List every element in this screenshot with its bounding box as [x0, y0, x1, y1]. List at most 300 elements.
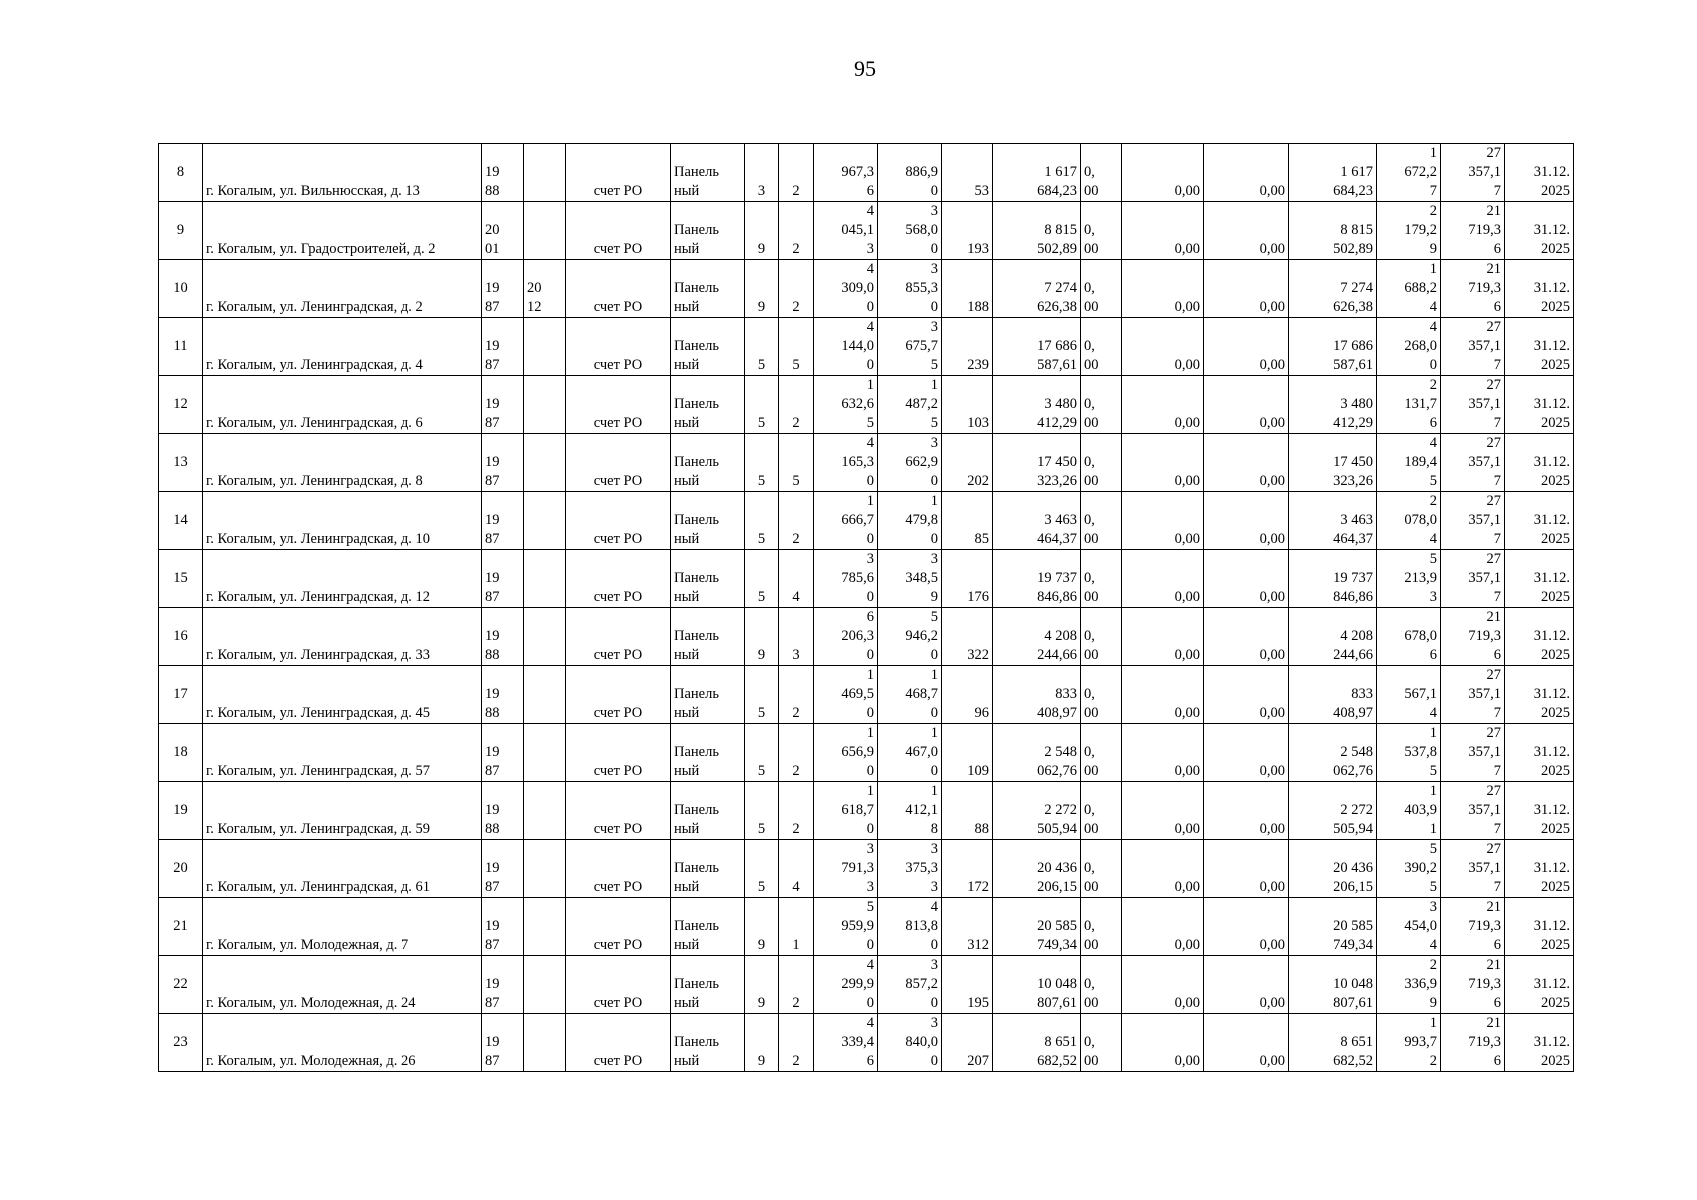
- cell-unit-cost: 4 268,0 0: [1377, 318, 1441, 376]
- cell-wall-material: Панель ный: [671, 840, 745, 898]
- cell-residential-area: 3 675,7 5: [878, 318, 942, 376]
- cell-floors: 9: [745, 202, 779, 260]
- cell-cost-owners: 2 548 062,76: [1289, 724, 1377, 782]
- cell-entrances: 5: [779, 318, 814, 376]
- cell-unit-cost: 1 993,7 2: [1377, 1014, 1441, 1072]
- cell-fund-method: счет РО: [566, 434, 671, 492]
- cell-year-reconstruction: [524, 376, 566, 434]
- cell-completion-date: 31.12. 2025: [1505, 260, 1574, 318]
- cell-floors: 5: [745, 666, 779, 724]
- cell-row-number: 10: [159, 260, 203, 318]
- cell-cost-local: 0,00: [1204, 1014, 1289, 1072]
- cell-row-number: 13: [159, 434, 203, 492]
- cell-unit-limit: 27 357,1 7: [1441, 144, 1505, 202]
- cell-cost-owners: 7 274 626,38: [1289, 260, 1377, 318]
- cell-unit-limit: 27 357,1 7: [1441, 840, 1505, 898]
- cell-cost-regional: 0,00: [1122, 202, 1204, 260]
- cell-address: г. Когалым, ул. Ленинградская, д. 33: [203, 608, 482, 666]
- cell-year-reconstruction: [524, 898, 566, 956]
- cell-cost-owners: 8 651 682,52: [1289, 1014, 1377, 1072]
- cell-year-reconstruction: [524, 550, 566, 608]
- cell-residential-area: 3 375,3 3: [878, 840, 942, 898]
- cell-residential-area: 886,9 0: [878, 144, 942, 202]
- cell-wall-material: Панель ный: [671, 724, 745, 782]
- cell-residential-area: 1 412,1 8: [878, 782, 942, 840]
- cell-cost-regional: 0,00: [1122, 434, 1204, 492]
- cell-row-number: 21: [159, 898, 203, 956]
- cell-unit-limit: 21 719,3 6: [1441, 956, 1505, 1014]
- cell-completion-date: 31.12. 2025: [1505, 1014, 1574, 1072]
- cell-address: г. Когалым, ул. Ленинградская, д. 2: [203, 260, 482, 318]
- cell-residents: 188: [942, 260, 993, 318]
- cell-total-area: 5 959,9 0: [814, 898, 878, 956]
- cell-cost-total: 20 585 749,34: [993, 898, 1081, 956]
- cell-address: г. Когалым, ул. Ленинградская, д. 12: [203, 550, 482, 608]
- cell-floors: 5: [745, 724, 779, 782]
- cell-wall-material: Панель ный: [671, 782, 745, 840]
- cell-wall-material: Панель ный: [671, 1014, 745, 1072]
- cell-completion-date: 31.12. 2025: [1505, 608, 1574, 666]
- cell-unit-cost: 1 672,2 7: [1377, 144, 1441, 202]
- cell-cost-federal: 0, 00: [1081, 376, 1122, 434]
- cell-residential-area: 1 467,0 0: [878, 724, 942, 782]
- cell-year-built: 19 87: [482, 260, 524, 318]
- cell-floors: 5: [745, 318, 779, 376]
- cell-residential-area: 1 479,8 0: [878, 492, 942, 550]
- cell-cost-regional: 0,00: [1122, 1014, 1204, 1072]
- cell-wall-material: Панель ный: [671, 202, 745, 260]
- cell-residential-area: 3 855,3 0: [878, 260, 942, 318]
- cell-cost-local: 0,00: [1204, 608, 1289, 666]
- cell-cost-local: 0,00: [1204, 144, 1289, 202]
- cell-year-reconstruction: [524, 144, 566, 202]
- cell-year-built: 19 87: [482, 318, 524, 376]
- cell-year-reconstruction: [524, 492, 566, 550]
- cell-year-reconstruction: [524, 608, 566, 666]
- cell-cost-regional: 0,00: [1122, 724, 1204, 782]
- cell-total-area: 1 469,5 0: [814, 666, 878, 724]
- cell-floors: 9: [745, 608, 779, 666]
- cell-fund-method: счет РО: [566, 608, 671, 666]
- cell-cost-federal: 0, 00: [1081, 724, 1122, 782]
- cell-year-built: 19 87: [482, 898, 524, 956]
- cell-wall-material: Панель ный: [671, 550, 745, 608]
- table-row: [159, 666, 1574, 724]
- cell-total-area: 1 656,9 0: [814, 724, 878, 782]
- cell-completion-date: 31.12. 2025: [1505, 376, 1574, 434]
- cell-cost-total: 3 480 412,29: [993, 376, 1081, 434]
- cell-cost-federal: 0, 00: [1081, 550, 1122, 608]
- cell-row-number: 9: [159, 202, 203, 260]
- cell-fund-method: счет РО: [566, 144, 671, 202]
- table-row: [159, 434, 1574, 492]
- cell-wall-material: Панель ный: [671, 318, 745, 376]
- table-row: [159, 492, 1574, 550]
- cell-unit-cost: 5 390,2 5: [1377, 840, 1441, 898]
- cell-cost-total: 7 274 626,38: [993, 260, 1081, 318]
- table-row: [159, 376, 1574, 434]
- cell-cost-total: 10 048 807,61: [993, 956, 1081, 1014]
- cell-cost-local: 0,00: [1204, 318, 1289, 376]
- cell-residential-area: 3 662,9 0: [878, 434, 942, 492]
- cell-cost-total: 2 272 505,94: [993, 782, 1081, 840]
- cell-address: г. Когалым, ул. Ленинградская, д. 6: [203, 376, 482, 434]
- cell-entrances: 2: [779, 202, 814, 260]
- cell-address: г. Когалым, ул. Молодежная, д. 7: [203, 898, 482, 956]
- cell-entrances: 2: [779, 1014, 814, 1072]
- cell-cost-owners: 20 436 206,15: [1289, 840, 1377, 898]
- cell-cost-local: 0,00: [1204, 260, 1289, 318]
- table-row: [159, 956, 1574, 1014]
- cell-floors: 9: [745, 260, 779, 318]
- cell-wall-material: Панель ный: [671, 144, 745, 202]
- cell-residents: 239: [942, 318, 993, 376]
- cell-cost-owners: 17 450 323,26: [1289, 434, 1377, 492]
- cell-cost-local: 0,00: [1204, 550, 1289, 608]
- cell-residential-area: 3 568,0 0: [878, 202, 942, 260]
- cell-cost-total: 3 463 464,37: [993, 492, 1081, 550]
- cell-cost-federal: 0, 00: [1081, 666, 1122, 724]
- cell-fund-method: счет РО: [566, 956, 671, 1014]
- cell-unit-cost: 2 131,7 6: [1377, 376, 1441, 434]
- cell-entrances: 2: [779, 260, 814, 318]
- cell-cost-local: 0,00: [1204, 666, 1289, 724]
- cell-floors: 5: [745, 550, 779, 608]
- cell-unit-limit: 27 357,1 7: [1441, 724, 1505, 782]
- cell-cost-federal: 0, 00: [1081, 144, 1122, 202]
- cell-year-reconstruction: [524, 318, 566, 376]
- cell-year-reconstruction: [524, 956, 566, 1014]
- cell-cost-regional: 0,00: [1122, 840, 1204, 898]
- table-row: [159, 318, 1574, 376]
- cell-year-reconstruction: [524, 1014, 566, 1072]
- cell-cost-total: 8 651 682,52: [993, 1014, 1081, 1072]
- cell-total-area: 1 618,7 0: [814, 782, 878, 840]
- cell-fund-method: счет РО: [566, 202, 671, 260]
- cell-cost-local: 0,00: [1204, 724, 1289, 782]
- cell-cost-federal: 0, 00: [1081, 318, 1122, 376]
- cell-total-area: 1 632,6 5: [814, 376, 878, 434]
- cell-cost-owners: 3 463 464,37: [1289, 492, 1377, 550]
- cell-row-number: 16: [159, 608, 203, 666]
- cell-completion-date: 31.12. 2025: [1505, 434, 1574, 492]
- cell-cost-total: 17 450 323,26: [993, 434, 1081, 492]
- cell-entrances: 2: [779, 782, 814, 840]
- cell-entrances: 4: [779, 550, 814, 608]
- cell-wall-material: Панель ный: [671, 492, 745, 550]
- cell-cost-local: 0,00: [1204, 376, 1289, 434]
- cell-unit-cost: 1 688,2 4: [1377, 260, 1441, 318]
- cell-address: г. Когалым, ул. Вильнюсская, д. 13: [203, 144, 482, 202]
- cell-cost-owners: 20 585 749,34: [1289, 898, 1377, 956]
- cell-unit-cost: 2 336,9 9: [1377, 956, 1441, 1014]
- cell-fund-method: счет РО: [566, 550, 671, 608]
- cell-wall-material: Панель ный: [671, 260, 745, 318]
- cell-residents: 195: [942, 956, 993, 1014]
- cell-residents: 176: [942, 550, 993, 608]
- cell-floors: 9: [745, 898, 779, 956]
- cell-cost-local: 0,00: [1204, 898, 1289, 956]
- cell-address: г. Когалым, ул. Молодежная, д. 26: [203, 1014, 482, 1072]
- cell-address: г. Когалым, ул. Градостроителей, д. 2: [203, 202, 482, 260]
- cell-row-number: 12: [159, 376, 203, 434]
- table-row: [159, 608, 1574, 666]
- cell-address: г. Когалым, ул. Ленинградская, д. 57: [203, 724, 482, 782]
- cell-year-built: 19 87: [482, 1014, 524, 1072]
- cell-total-area: 4 309,0 0: [814, 260, 878, 318]
- cell-cost-local: 0,00: [1204, 202, 1289, 260]
- cell-year-reconstruction: [524, 782, 566, 840]
- table-row: [159, 840, 1574, 898]
- cell-fund-method: счет РО: [566, 898, 671, 956]
- cell-cost-regional: 0,00: [1122, 608, 1204, 666]
- cell-year-built: 19 88: [482, 144, 524, 202]
- table-row: [159, 1014, 1574, 1072]
- cell-row-number: 23: [159, 1014, 203, 1072]
- cell-cost-federal: 0, 00: [1081, 434, 1122, 492]
- cell-year-reconstruction: [524, 434, 566, 492]
- cell-total-area: 4 045,1 3: [814, 202, 878, 260]
- cell-wall-material: Панель ный: [671, 376, 745, 434]
- table-row: [159, 144, 1574, 202]
- cell-cost-owners: 19 737 846,86: [1289, 550, 1377, 608]
- cell-entrances: 4: [779, 840, 814, 898]
- cell-cost-owners: 1 617 684,23: [1289, 144, 1377, 202]
- cell-floors: 5: [745, 840, 779, 898]
- cell-total-area: 4 165,3 0: [814, 434, 878, 492]
- cell-completion-date: 31.12. 2025: [1505, 898, 1574, 956]
- cell-unit-limit: 21 719,3 6: [1441, 202, 1505, 260]
- cell-floors: 5: [745, 782, 779, 840]
- cell-cost-federal: 0, 00: [1081, 608, 1122, 666]
- cell-address: г. Когалым, ул. Ленинградская, д. 10: [203, 492, 482, 550]
- cell-residents: 85: [942, 492, 993, 550]
- cell-residential-area: 3 348,5 9: [878, 550, 942, 608]
- cell-cost-federal: 0, 00: [1081, 782, 1122, 840]
- cell-cost-owners: 8 815 502,89: [1289, 202, 1377, 260]
- cell-address: г. Когалым, ул. Ленинградская, д. 4: [203, 318, 482, 376]
- cell-row-number: 11: [159, 318, 203, 376]
- cell-completion-date: 31.12. 2025: [1505, 782, 1574, 840]
- cell-residents: 53: [942, 144, 993, 202]
- table-row: [159, 550, 1574, 608]
- cell-fund-method: счет РО: [566, 782, 671, 840]
- cell-unit-limit: 27 357,1 7: [1441, 376, 1505, 434]
- cell-address: г. Когалым, ул. Ленинградская, д. 8: [203, 434, 482, 492]
- housing-register-table: [158, 143, 1574, 1072]
- cell-total-area: 967,3 6: [814, 144, 878, 202]
- cell-year-built: 19 87: [482, 724, 524, 782]
- cell-unit-limit: 21 719,3 6: [1441, 260, 1505, 318]
- cell-completion-date: 31.12. 2025: [1505, 840, 1574, 898]
- cell-cost-federal: 0, 00: [1081, 956, 1122, 1014]
- cell-unit-cost: 2 179,2 9: [1377, 202, 1441, 260]
- cell-cost-owners: 4 208 244,66: [1289, 608, 1377, 666]
- cell-unit-cost: 5 213,9 3: [1377, 550, 1441, 608]
- cell-cost-total: 20 436 206,15: [993, 840, 1081, 898]
- cell-residential-area: 1 468,7 0: [878, 666, 942, 724]
- cell-cost-total: 1 617 684,23: [993, 144, 1081, 202]
- cell-unit-cost: 3 454,0 4: [1377, 898, 1441, 956]
- cell-year-reconstruction: [524, 724, 566, 782]
- cell-year-built: 19 87: [482, 434, 524, 492]
- table-row: [159, 898, 1574, 956]
- cell-entrances: 2: [779, 724, 814, 782]
- cell-completion-date: 31.12. 2025: [1505, 144, 1574, 202]
- cell-row-number: 22: [159, 956, 203, 1014]
- cell-unit-cost: 567,1 4: [1377, 666, 1441, 724]
- cell-cost-owners: 2 272 505,94: [1289, 782, 1377, 840]
- cell-entrances: 5: [779, 434, 814, 492]
- cell-fund-method: счет РО: [566, 840, 671, 898]
- cell-unit-limit: 27 357,1 7: [1441, 550, 1505, 608]
- cell-fund-method: счет РО: [566, 666, 671, 724]
- cell-unit-limit: 21 719,3 6: [1441, 608, 1505, 666]
- cell-year-reconstruction: [524, 840, 566, 898]
- cell-cost-regional: 0,00: [1122, 956, 1204, 1014]
- cell-residents: 109: [942, 724, 993, 782]
- cell-entrances: 3: [779, 608, 814, 666]
- cell-residents: 207: [942, 1014, 993, 1072]
- cell-completion-date: 31.12. 2025: [1505, 724, 1574, 782]
- cell-row-number: 18: [159, 724, 203, 782]
- cell-year-reconstruction: [524, 202, 566, 260]
- cell-completion-date: 31.12. 2025: [1505, 666, 1574, 724]
- cell-fund-method: счет РО: [566, 260, 671, 318]
- cell-fund-method: счет РО: [566, 318, 671, 376]
- cell-cost-federal: 0, 00: [1081, 898, 1122, 956]
- cell-cost-regional: 0,00: [1122, 144, 1204, 202]
- cell-floors: 5: [745, 492, 779, 550]
- cell-total-area: 4 299,9 0: [814, 956, 878, 1014]
- cell-entrances: 2: [779, 956, 814, 1014]
- cell-residents: 312: [942, 898, 993, 956]
- table-row: [159, 782, 1574, 840]
- cell-address: г. Когалым, ул. Ленинградская, д. 45: [203, 666, 482, 724]
- cell-cost-total: 2 548 062,76: [993, 724, 1081, 782]
- cell-row-number: 14: [159, 492, 203, 550]
- cell-unit-limit: 27 357,1 7: [1441, 492, 1505, 550]
- cell-completion-date: 31.12. 2025: [1505, 318, 1574, 376]
- cell-cost-local: 0,00: [1204, 434, 1289, 492]
- cell-cost-local: 0,00: [1204, 840, 1289, 898]
- cell-cost-total: 4 208 244,66: [993, 608, 1081, 666]
- cell-row-number: 20: [159, 840, 203, 898]
- cell-address: г. Когалым, ул. Молодежная, д. 24: [203, 956, 482, 1014]
- cell-cost-local: 0,00: [1204, 956, 1289, 1014]
- cell-unit-limit: 27 357,1 7: [1441, 318, 1505, 376]
- cell-year-built: 20 01: [482, 202, 524, 260]
- cell-cost-local: 0,00: [1204, 492, 1289, 550]
- cell-cost-federal: 0, 00: [1081, 202, 1122, 260]
- cell-year-built: 19 88: [482, 608, 524, 666]
- table-body: [159, 144, 1574, 1072]
- cell-cost-owners: 10 048 807,61: [1289, 956, 1377, 1014]
- cell-cost-owners: 833 408,97: [1289, 666, 1377, 724]
- cell-unit-limit: 27 357,1 7: [1441, 782, 1505, 840]
- cell-residents: 193: [942, 202, 993, 260]
- cell-fund-method: счет РО: [566, 492, 671, 550]
- cell-wall-material: Панель ный: [671, 898, 745, 956]
- cell-wall-material: Панель ный: [671, 956, 745, 1014]
- cell-cost-owners: 17 686 587,61: [1289, 318, 1377, 376]
- cell-unit-cost: 678,0 6: [1377, 608, 1441, 666]
- cell-cost-owners: 3 480 412,29: [1289, 376, 1377, 434]
- cell-address: г. Когалым, ул. Ленинградская, д. 61: [203, 840, 482, 898]
- cell-cost-federal: 0, 00: [1081, 260, 1122, 318]
- cell-row-number: 8: [159, 144, 203, 202]
- cell-fund-method: счет РО: [566, 1014, 671, 1072]
- table-row: [159, 260, 1574, 318]
- cell-year-reconstruction: [524, 666, 566, 724]
- cell-cost-regional: 0,00: [1122, 318, 1204, 376]
- cell-floors: 9: [745, 1014, 779, 1072]
- cell-completion-date: 31.12. 2025: [1505, 202, 1574, 260]
- cell-cost-regional: 0,00: [1122, 376, 1204, 434]
- cell-residents: 322: [942, 608, 993, 666]
- cell-cost-total: 833 408,97: [993, 666, 1081, 724]
- cell-wall-material: Панель ный: [671, 608, 745, 666]
- cell-unit-cost: 1 537,8 5: [1377, 724, 1441, 782]
- cell-year-built: 19 87: [482, 376, 524, 434]
- cell-year-built: 19 87: [482, 956, 524, 1014]
- cell-year-built: 19 88: [482, 666, 524, 724]
- cell-unit-limit: 27 357,1 7: [1441, 666, 1505, 724]
- cell-entrances: 2: [779, 492, 814, 550]
- cell-cost-federal: 0, 00: [1081, 1014, 1122, 1072]
- cell-residential-area: 4 813,8 0: [878, 898, 942, 956]
- cell-residents: 88: [942, 782, 993, 840]
- cell-cost-total: 17 686 587,61: [993, 318, 1081, 376]
- cell-cost-local: 0,00: [1204, 782, 1289, 840]
- cell-total-area: 4 339,4 6: [814, 1014, 878, 1072]
- cell-cost-regional: 0,00: [1122, 782, 1204, 840]
- cell-residential-area: 5 946,2 0: [878, 608, 942, 666]
- cell-year-built: 19 87: [482, 492, 524, 550]
- cell-residents: 103: [942, 376, 993, 434]
- cell-row-number: 17: [159, 666, 203, 724]
- cell-cost-federal: 0, 00: [1081, 492, 1122, 550]
- cell-floors: 3: [745, 144, 779, 202]
- cell-residents: 96: [942, 666, 993, 724]
- cell-cost-total: 8 815 502,89: [993, 202, 1081, 260]
- cell-completion-date: 31.12. 2025: [1505, 550, 1574, 608]
- page-number: 95: [854, 56, 876, 81]
- cell-floors: 5: [745, 376, 779, 434]
- cell-total-area: 4 144,0 0: [814, 318, 878, 376]
- cell-cost-regional: 0,00: [1122, 492, 1204, 550]
- cell-residential-area: 1 487,2 5: [878, 376, 942, 434]
- cell-cost-regional: 0,00: [1122, 550, 1204, 608]
- cell-total-area: 6 206,3 0: [814, 608, 878, 666]
- cell-unit-cost: 4 189,4 5: [1377, 434, 1441, 492]
- cell-completion-date: 31.12. 2025: [1505, 492, 1574, 550]
- cell-residential-area: 3 857,2 0: [878, 956, 942, 1014]
- cell-entrances: 2: [779, 666, 814, 724]
- cell-total-area: 1 666,7 0: [814, 492, 878, 550]
- cell-unit-cost: 1 403,9 1: [1377, 782, 1441, 840]
- cell-entrances: 2: [779, 376, 814, 434]
- cell-residential-area: 3 840,0 0: [878, 1014, 942, 1072]
- cell-entrances: 2: [779, 144, 814, 202]
- cell-row-number: 19: [159, 782, 203, 840]
- cell-year-built: 19 88: [482, 782, 524, 840]
- table-row: [159, 202, 1574, 260]
- cell-wall-material: Панель ный: [671, 666, 745, 724]
- cell-year-built: 19 87: [482, 550, 524, 608]
- cell-year-built: 19 87: [482, 840, 524, 898]
- cell-cost-total: 19 737 846,86: [993, 550, 1081, 608]
